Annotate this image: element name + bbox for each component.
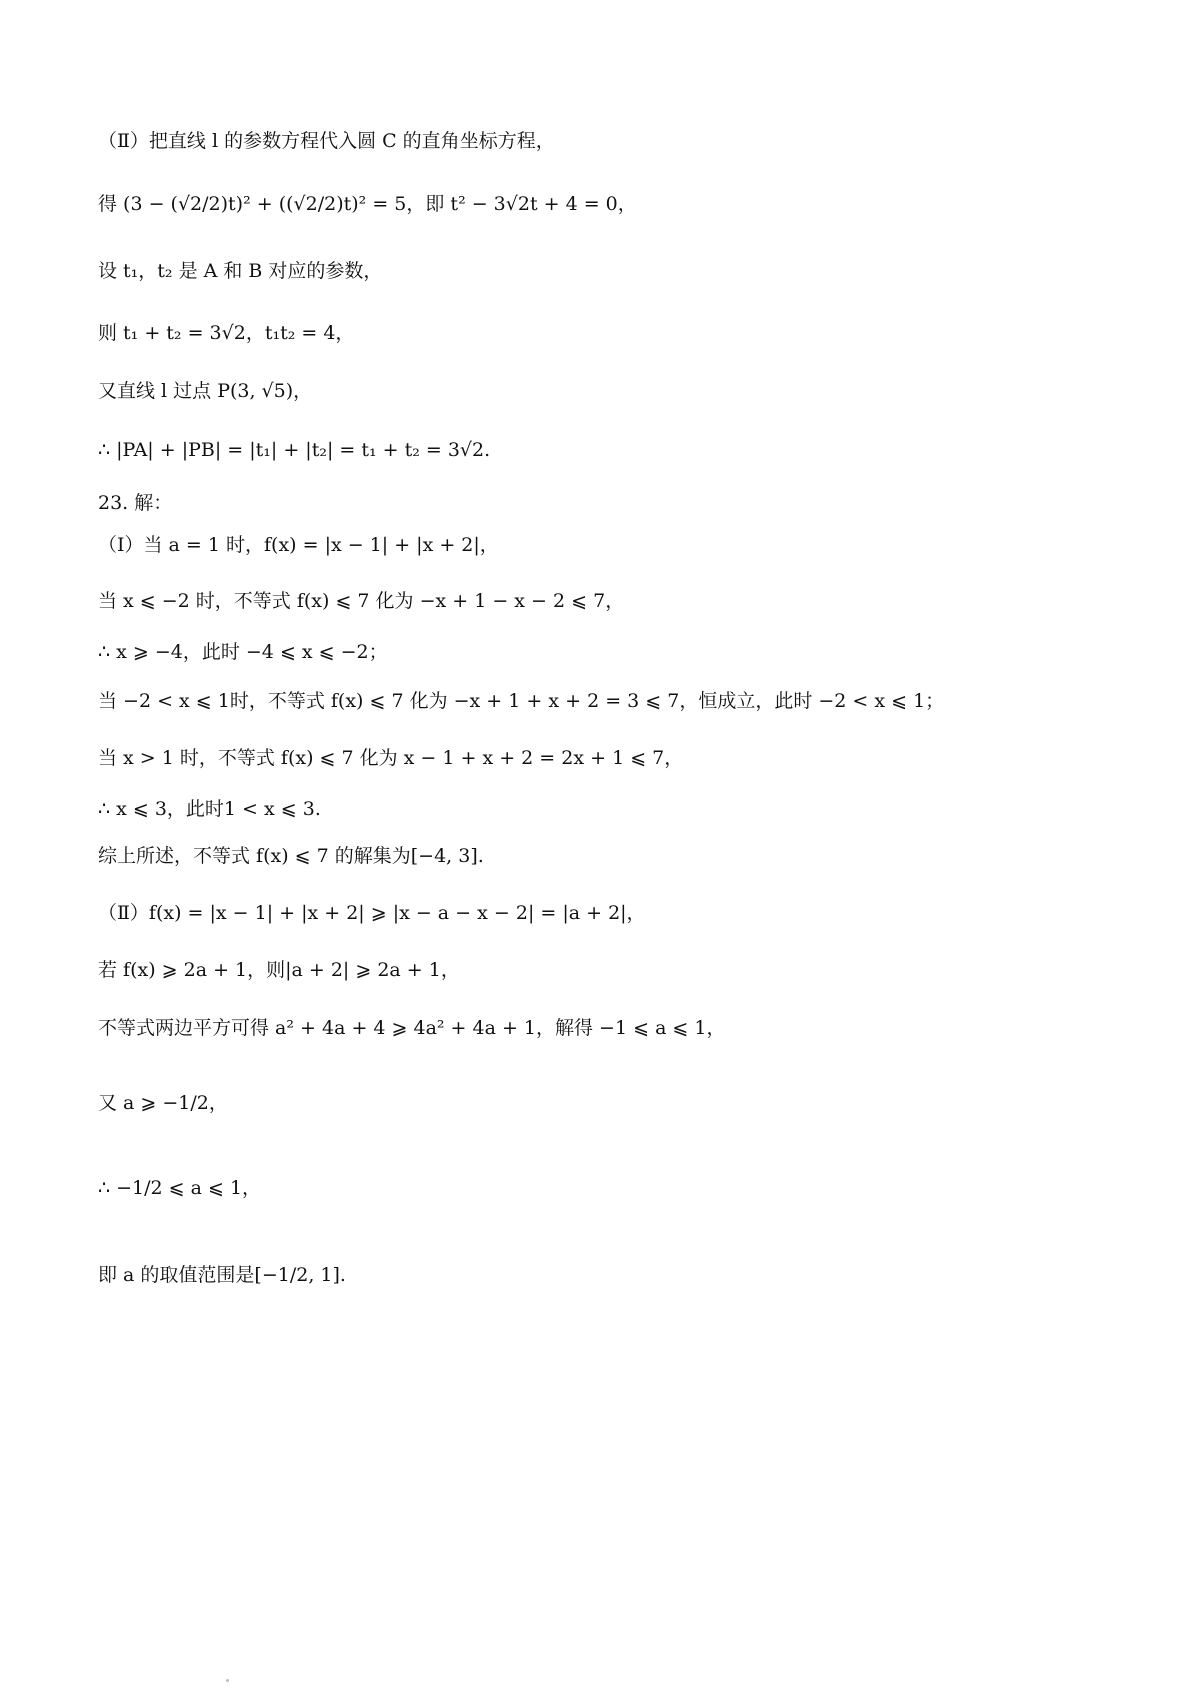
text-line: 当 −2 < x ⩽ 1时，不等式 f(x) ⩽ 7 化为 −x + 1 + x + 2 = 3 ⩽ 7，恒成立，此时 −2 < x ⩽ 1； bbox=[98, 690, 945, 712]
text-line: ∴ x ⩽ 3，此时1 < x ⩽ 3. bbox=[98, 798, 321, 820]
text-line: 则 t₁ + t₂ = 3√2，t₁t₂ = 4， bbox=[98, 322, 355, 344]
text-line: 设 t₁，t₂ 是 A 和 B 对应的参数， bbox=[98, 260, 383, 282]
text-line: ∴ |PA| + |PB| = |t₁| + |t₂| = t₁ + t₂ = 3√2. bbox=[98, 439, 491, 461]
text-line: （Ⅰ）当 a = 1 时，f(x) = |x − 1| + |x + 2|， bbox=[98, 534, 499, 556]
text-line: （Ⅱ）f(x) = |x − 1| + |x + 2| ⩾ |x − a − x − 2| = |a + 2|， bbox=[98, 902, 646, 924]
text-line: 又直线 l 过点 P(3, √5)， bbox=[98, 380, 313, 402]
text-line: 又 a ⩾ −1/2， bbox=[98, 1092, 228, 1114]
text-line: 即 a 的取值范围是[−1/2, 1]. bbox=[98, 1264, 346, 1286]
text-line: ∴ −1/2 ⩽ a ⩽ 1， bbox=[98, 1177, 262, 1199]
text-line: 23. 解： bbox=[98, 492, 173, 514]
text-line: 不等式两边平方可得 a² + 4a + 4 ⩾ 4a² + 4a + 1，解得 −1 ⩽ a ⩽ 1， bbox=[98, 1017, 726, 1039]
page-mark bbox=[226, 1679, 229, 1682]
text-line: 当 x ⩽ −2 时，不等式 f(x) ⩽ 7 化为 −x + 1 − x − 2 ⩽ 7， bbox=[98, 590, 625, 612]
text-line: 当 x > 1 时，不等式 f(x) ⩽ 7 化为 x − 1 + x + 2 = 2x + 1 ⩽ 7， bbox=[98, 747, 684, 769]
text-line: 综上所述，不等式 f(x) ⩽ 7 的解集为[−4, 3]. bbox=[98, 845, 484, 867]
text-line: 若 f(x) ⩾ 2a + 1，则|a + 2| ⩾ 2a + 1， bbox=[98, 959, 460, 981]
text-line: ∴ x ⩾ −4，此时 −4 ⩽ x ⩽ −2； bbox=[98, 641, 388, 663]
text-line: 得 (3 − (√2/2)t)² + ((√2/2)t)² = 5，即 t² − 3√2t + 4 = 0， bbox=[98, 193, 637, 215]
text-line: （Ⅱ）把直线 l 的参数方程代入圆 C 的直角坐标方程， bbox=[98, 130, 555, 152]
